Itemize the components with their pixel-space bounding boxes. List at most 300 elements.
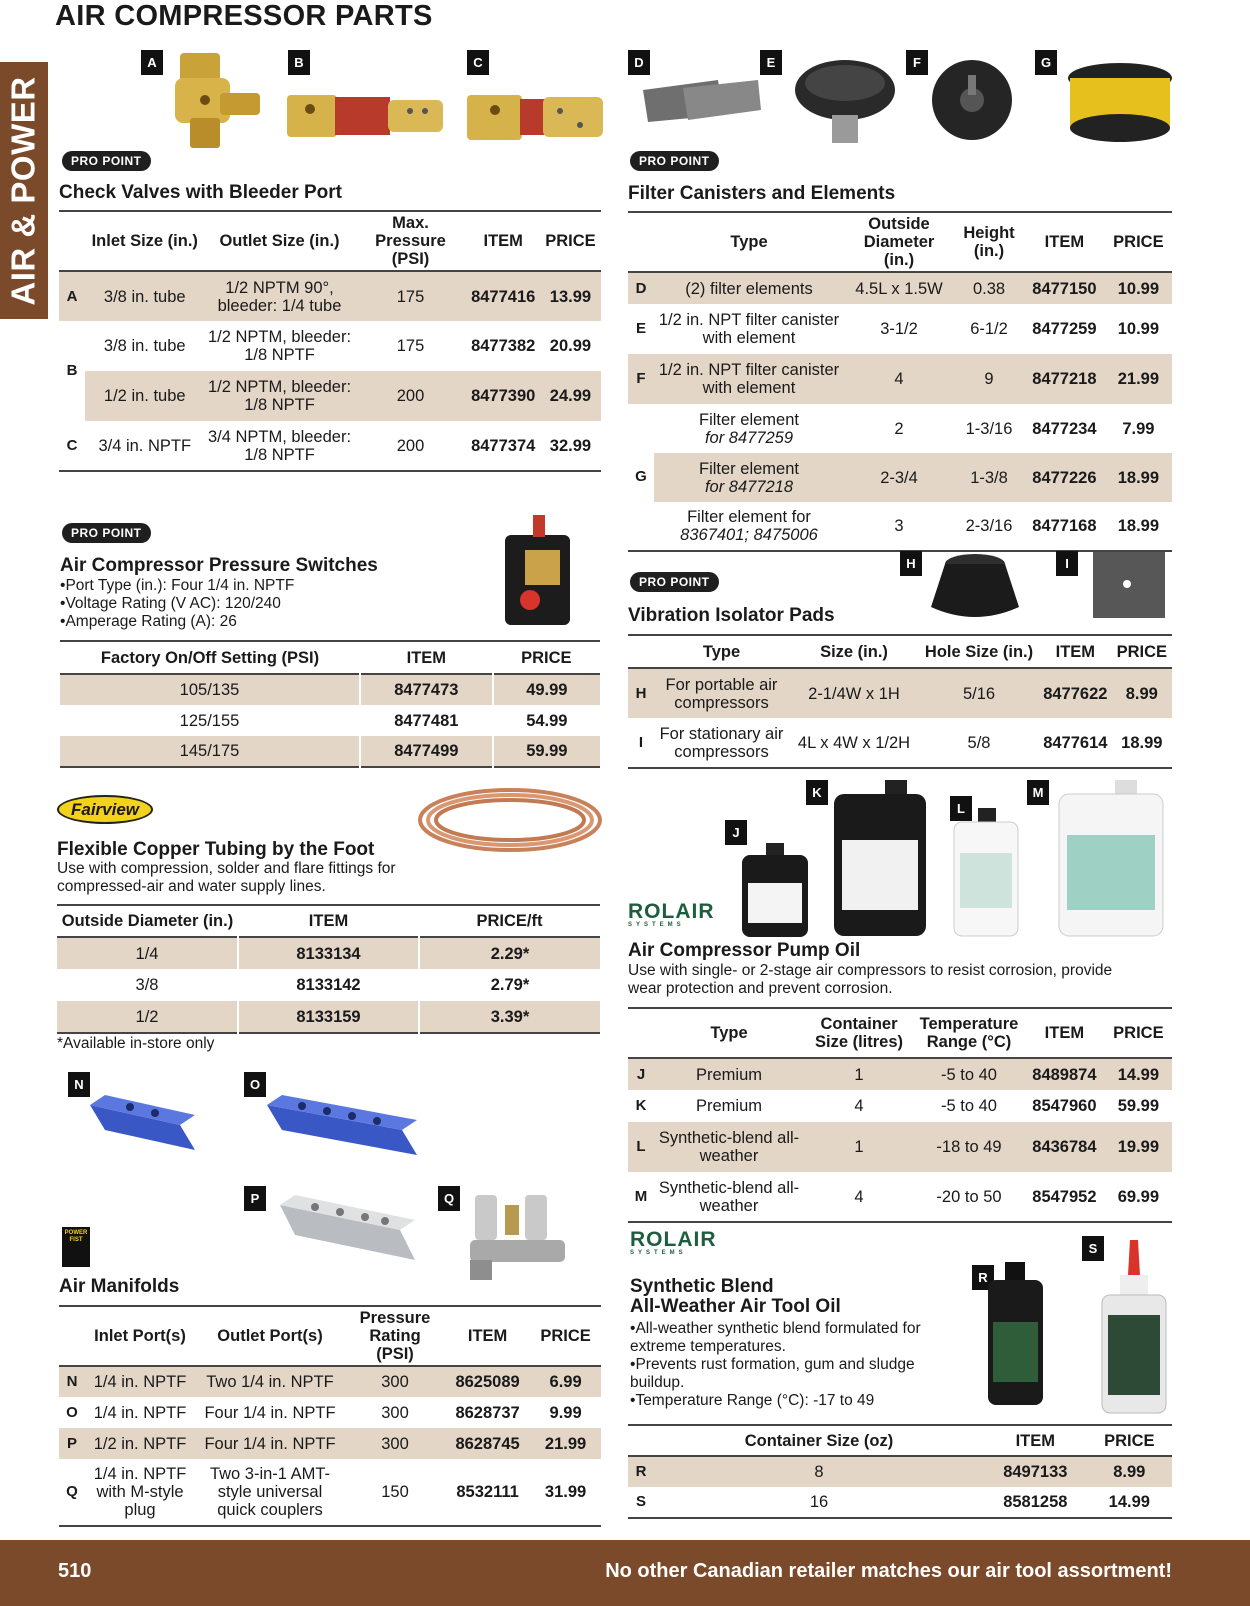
price: 18.99 [1121, 733, 1163, 752]
item-number: 8477259 [1032, 320, 1097, 338]
table-header: Factory On/Off Setting (PSI) [100, 648, 320, 667]
table-row [628, 668, 1172, 718]
cell: -5 to 40 [941, 1097, 997, 1115]
price: 2.29* [419, 937, 600, 969]
item-number: 8477168 [1032, 517, 1097, 535]
table-row [59, 421, 601, 471]
isolator-pad-h-image [928, 552, 1023, 622]
page-footer [0, 1540, 1250, 1606]
cell: 6-1/2 [970, 320, 1008, 338]
fairview-logo [57, 800, 153, 820]
filter-type-ref: for 8477259 [704, 428, 794, 447]
row-letter: N [59, 1366, 85, 1397]
cell: 3/8 in. tube [103, 337, 186, 355]
table-header [628, 212, 654, 272]
cell: 3 [894, 517, 904, 535]
copper-table [57, 904, 600, 1034]
cell: 0.38 [954, 272, 1024, 304]
cell: 1 [804, 1122, 914, 1172]
page-title: AIR COMPRESSOR PARTS [55, 0, 433, 32]
propoint-logo-pads [630, 573, 719, 591]
row-letter: H [628, 668, 654, 718]
photo-badge-n: N [68, 1072, 90, 1097]
table-row [57, 1001, 600, 1033]
cell: (2) filter elements [654, 272, 844, 304]
copper-tubing-image [415, 785, 605, 855]
item-number: 8477481 [360, 705, 493, 736]
filter-canister-f-image [930, 55, 1015, 150]
price: 14.99 [1105, 1058, 1172, 1090]
photo-badge-f: F [906, 50, 928, 75]
item-number: 8477499 [360, 736, 493, 767]
row-letter: J [628, 1058, 654, 1090]
table-row [628, 272, 1172, 304]
table-header: PRICE [1116, 642, 1168, 661]
feature-item: •Temperature Range (°C): -17 to 49 [630, 1392, 875, 1409]
isolator-pad-i-image [1093, 552, 1165, 618]
item-number: 8581258 [1003, 1493, 1068, 1511]
item-number: 8628745 [445, 1428, 530, 1459]
pump-oil-j-image [738, 843, 813, 938]
table-header: Temperature Range (°C) [919, 1015, 1019, 1051]
cell: 145/175 [60, 736, 360, 767]
item-number: 8547952 [1032, 1187, 1097, 1206]
tool-oil-title [630, 1277, 841, 1317]
photo-badge-a: A [141, 50, 163, 75]
powerfist-logo: POWER FIST [62, 1227, 90, 1267]
cell: 2 [894, 419, 904, 438]
row-letter: D [628, 272, 654, 304]
cell: 200 [396, 436, 425, 455]
table-row [59, 1459, 601, 1526]
price: 49.99 [493, 674, 600, 705]
photo-badge-r: R [972, 1265, 994, 1290]
item-number: 8489874 [1024, 1058, 1105, 1090]
propoint-logo-checkvalves [62, 152, 151, 170]
price: 69.99 [1117, 1187, 1160, 1206]
cell: 4 [844, 354, 954, 404]
spec-item: •Port Type (in.): Four 1/4 in. NPTF [60, 577, 295, 594]
tool-oil-table [628, 1424, 1172, 1519]
check-valve-c-image [465, 85, 605, 150]
row-letter: O [66, 1403, 78, 1421]
price: 54.99 [493, 705, 600, 736]
item-number: 8477374 [471, 436, 536, 455]
filter-type-ref: 8367401; 8475006 [680, 526, 818, 544]
table-row [57, 937, 600, 969]
photo-badge-p: P [244, 1186, 266, 1211]
table-header: PRICE [545, 232, 596, 250]
cell: Four 1/4 in. NPTF [195, 1428, 345, 1459]
table-row [628, 1172, 1172, 1222]
row-letter: F [628, 354, 654, 404]
cell: 4L x 4W x 1/2H [797, 733, 911, 752]
table-header [628, 635, 654, 668]
manifold-p-image [275, 1190, 420, 1270]
price: 7.99 [1122, 419, 1155, 438]
item-number: 8628737 [455, 1403, 520, 1422]
table-row [628, 718, 1172, 768]
photo-badge-s: S [1082, 1236, 1104, 1261]
cell: Premium [654, 1058, 804, 1090]
item-number: 8625089 [445, 1366, 530, 1397]
photo-badge-b: B [288, 50, 310, 75]
table-row [59, 321, 601, 371]
tool-oil-r-image [983, 1262, 1048, 1407]
item-number: 8477416 [467, 271, 540, 321]
footer-tagline: No other Canadian retailer matches our air tool assortment! [605, 1560, 1172, 1582]
pressure-switch-image [495, 515, 580, 630]
tool-oil-features [630, 1320, 960, 1410]
table-header: Type [702, 642, 741, 661]
cell: 150 [381, 1483, 409, 1501]
rolair-logo-tooloil: ROLAIR SYSTEMS [630, 1228, 717, 1256]
row-letter: B [59, 321, 85, 421]
cell: 1/4 [57, 937, 238, 969]
photo-badge-l: L [950, 796, 972, 821]
pressure-switches-table [60, 640, 600, 768]
table-header: Hole Size (in.) [924, 642, 1034, 661]
photo-badge-k: K [806, 780, 828, 805]
isolator-pads-table [628, 634, 1172, 769]
filters-table [628, 211, 1172, 552]
photo-badge-e: E [760, 50, 782, 75]
price: 9.99 [549, 1403, 582, 1422]
table-row [59, 1366, 601, 1397]
row-letter: Q [66, 1483, 78, 1500]
item-number: 8532111 [456, 1483, 519, 1501]
table-row [59, 271, 601, 321]
cell: 300 [345, 1428, 445, 1459]
item-number: 8436784 [1024, 1122, 1105, 1172]
photo-badge-o: O [244, 1072, 266, 1097]
propoint-logo-switches [62, 524, 151, 542]
tool-oil-title-line2: All-Weather Air Tool Oil [630, 1296, 841, 1317]
table-row [60, 674, 600, 705]
cell: -18 to 49 [914, 1122, 1024, 1172]
item-number: 8477226 [1024, 453, 1105, 502]
table-header: Outside Diameter (in.) [61, 912, 234, 930]
tool-oil-title-line1: Synthetic Blend [630, 1276, 774, 1297]
table-header: PRICE [540, 1327, 591, 1345]
cell: 5/16 [919, 668, 1039, 718]
cell: 125/155 [179, 711, 240, 730]
item-number: 8477622 [1039, 668, 1112, 718]
item-number: 8133134 [238, 937, 419, 969]
table-row [628, 1090, 1172, 1122]
table-row [59, 1397, 601, 1428]
cell [654, 404, 844, 453]
table-row [59, 371, 601, 421]
table-row [628, 404, 1172, 453]
cell: 4.5L x 1.5W [844, 272, 954, 304]
tool-oil-s-image [1098, 1240, 1170, 1415]
photo-badge-j: J [725, 820, 747, 845]
cell: 1/4 in. NPTF [85, 1366, 195, 1397]
price: 8.99 [1112, 668, 1172, 718]
cell: 300 [345, 1366, 445, 1397]
cell: 1/4 in. NPTF [93, 1403, 187, 1422]
table-header: PRICE [521, 648, 572, 667]
table-header: Outlet Port(s) [217, 1327, 323, 1345]
table-header: PRICE [1104, 1431, 1155, 1450]
table-header: Type [710, 1024, 748, 1042]
cell: Four 1/4 in. NPTF [204, 1403, 336, 1422]
cell: 175 [396, 337, 425, 355]
pump-oil-title: Air Compressor Pump Oil [628, 940, 861, 961]
propoint-label: PRO POINT [630, 151, 719, 171]
table-header: PRICE [1113, 233, 1164, 251]
price: 18.99 [1117, 517, 1160, 535]
row-letter: P [59, 1428, 85, 1459]
filter-type: Filter element for [687, 508, 811, 526]
price: 32.99 [549, 436, 592, 455]
cell: 300 [381, 1403, 409, 1422]
photo-badge-d: D [628, 50, 650, 75]
table-header: ITEM [1055, 642, 1096, 661]
isolator-pads-title: Vibration Isolator Pads [628, 605, 835, 626]
photo-badge-c: C [467, 50, 489, 75]
table-header: Inlet Size (in.) [91, 232, 198, 250]
cell: Premium [695, 1097, 762, 1115]
table-header: Outlet Size (in.) [219, 232, 340, 250]
table-header [59, 1306, 85, 1366]
cell: For portable air compressors [654, 668, 789, 718]
price: 21.99 [1105, 354, 1172, 404]
fairview-label: Fairview [57, 795, 153, 824]
manifold-o-image [262, 1090, 422, 1165]
price: 24.99 [540, 371, 601, 421]
table-row [628, 1058, 1172, 1090]
table-header: ITEM [308, 912, 349, 930]
feature-item: •All-weather synthetic blend formulated for extreme temperatures. [630, 1320, 921, 1355]
photo-badge-q: Q [438, 1186, 460, 1211]
cell: 1 [804, 1058, 914, 1090]
item-number: 8497133 [984, 1456, 1087, 1487]
price: 59.99 [493, 736, 600, 767]
cell: 4 [854, 1097, 864, 1115]
table-header: Size (in.) [820, 642, 888, 661]
pump-oil-m-image [1055, 780, 1167, 938]
table-header: ITEM [1015, 1431, 1056, 1450]
table-header [628, 1008, 654, 1058]
table-header [59, 211, 85, 271]
table-header: ITEM [467, 1327, 508, 1345]
cell: 200 [355, 371, 467, 421]
rolair-logo-pump: ROLAIR SYSTEMS [628, 900, 715, 928]
item-number: 8477473 [360, 674, 493, 705]
copper-desc: Use with compression, solder and flare fittings for compressed-air and water supply lines. [57, 860, 396, 895]
manifolds-table [59, 1305, 601, 1527]
filter-canister-e-image [790, 55, 900, 150]
table-row [628, 1456, 1172, 1487]
price: 59.99 [1117, 1097, 1160, 1115]
cell: 1/2 in. NPT filter canister with element [658, 311, 840, 347]
table-header: Pressure Rating (PSI) [359, 1309, 431, 1363]
price: 3.39* [419, 1001, 600, 1033]
cell: Synthetic-blend all-weather [658, 1178, 800, 1215]
price: 2.79* [419, 969, 600, 1001]
table-row [628, 354, 1172, 404]
price: 31.99 [544, 1483, 587, 1501]
check-valve-b-image [285, 85, 445, 145]
item-number: 8133142 [238, 969, 419, 1001]
row-letter: G [628, 404, 654, 551]
table-row [59, 1428, 601, 1459]
spec-item: •Voltage Rating (V AC): 120/240 [60, 595, 281, 612]
table-row [60, 705, 600, 736]
cell: 1/2 NPTM, bleeder: 1/8 NPTF [205, 371, 355, 421]
propoint-label: PRO POINT [62, 151, 151, 171]
filter-pads-d-image [643, 80, 763, 125]
cell: 2-3/4 [844, 453, 954, 502]
feature-item: •Prevents rust formation, gum and sludge buildup. [630, 1356, 915, 1391]
cell: 1-3/16 [965, 419, 1013, 438]
cell: 1/2 in. tube [85, 371, 205, 421]
table-header: ITEM [1044, 1024, 1085, 1042]
row-letter: S [635, 1493, 646, 1510]
item-number: 8477382 [471, 337, 536, 355]
price: 10.99 [1117, 320, 1160, 338]
cell: Synthetic-blend all-weather [654, 1122, 804, 1172]
propoint-logo-filters [630, 152, 719, 170]
cell: 3/8 in. tube [85, 271, 205, 321]
row-letter: R [628, 1456, 654, 1487]
price: 6.99 [530, 1366, 601, 1397]
cell [654, 502, 844, 551]
pressure-switches-specs [60, 577, 294, 631]
price: 10.99 [1105, 272, 1172, 304]
photo-badge-h: H [900, 551, 922, 576]
table-header: ITEM [483, 232, 523, 250]
check-valves-title: Check Valves with Bleeder Port [59, 182, 343, 203]
row-letter: A [59, 271, 85, 321]
copper-note: *Available in-store only [57, 1035, 215, 1052]
row-letter: M [634, 1187, 648, 1205]
cell: 1/2 in. NPTF [85, 1428, 195, 1459]
pump-oil-table [628, 1007, 1172, 1223]
item-number: 8477390 [467, 371, 540, 421]
pump-oil-l-image [950, 808, 1022, 938]
table-row [628, 502, 1172, 551]
cell: -20 to 50 [936, 1187, 1002, 1206]
filter-type-ref: for 8477218 [704, 477, 794, 496]
row-letter: E [635, 320, 646, 337]
row-letter: I [638, 733, 644, 751]
check-valves-table [59, 210, 601, 472]
manifold-q-image [465, 1185, 575, 1285]
manifold-n-image [85, 1090, 205, 1160]
item-number: 8477150 [1024, 272, 1105, 304]
cell: 3-1/2 [880, 320, 918, 338]
table-header: Max. Pressure (PSI) [375, 214, 446, 268]
item-number: 8477234 [1032, 419, 1097, 438]
cell: 3/4 in. NPTF [98, 436, 192, 455]
price: 8.99 [1087, 1456, 1172, 1487]
item-number: 8547960 [1032, 1097, 1097, 1115]
item-number: 8133159 [238, 1001, 419, 1033]
table-row [628, 453, 1172, 502]
cell: Two 1/4 in. NPTF [195, 1366, 345, 1397]
cell: -5 to 40 [914, 1058, 1024, 1090]
side-tab-label: AIR & POWER [5, 75, 43, 306]
table-row [57, 969, 600, 1001]
cell: 16 [809, 1493, 829, 1511]
cell: 3/8 [135, 976, 159, 994]
propoint-label: PRO POINT [630, 572, 719, 592]
table-header: PRICE/ft [476, 912, 543, 930]
propoint-label: PRO POINT [62, 523, 151, 543]
cell: 4 [854, 1187, 864, 1206]
price: 19.99 [1105, 1122, 1172, 1172]
cell: 2-3/16 [965, 517, 1013, 535]
manifolds-title: Air Manifolds [59, 1276, 180, 1297]
check-valve-a-image [160, 48, 265, 153]
photo-badge-g: G [1035, 50, 1057, 75]
filter-type: Filter element [699, 459, 799, 478]
cell: For stationary air compressors [659, 724, 784, 761]
cell: 1/2 NPTM, bleeder: 1/8 NPTF [207, 328, 352, 364]
table-header: Height (in.) [963, 224, 1015, 260]
cell: 175 [355, 271, 467, 321]
table-header: Inlet Port(s) [94, 1327, 186, 1345]
item-number: 8477614 [1043, 733, 1108, 752]
cell: 3/4 NPTM, bleeder: 1/8 NPTF [207, 427, 352, 464]
price: 13.99 [540, 271, 601, 321]
table-header: Type [730, 233, 768, 251]
photo-badge-m: M [1027, 780, 1049, 805]
table-header: PRICE [1113, 1024, 1164, 1042]
table-row [628, 1122, 1172, 1172]
cell [654, 453, 844, 502]
price: 18.99 [1105, 453, 1172, 502]
cell: 2-1/4W x 1H [789, 668, 919, 718]
cell: 8 [654, 1456, 984, 1487]
pump-oil-desc: Use with single- or 2-stage air compressors to resist corrosion, provide wear protection and prevent corrosion. [628, 962, 1113, 997]
page-number: 510 [58, 1560, 92, 1582]
price: 21.99 [530, 1428, 601, 1459]
row-letter: L [628, 1122, 654, 1172]
table-row [60, 736, 600, 767]
row-letter: C [66, 436, 78, 454]
table-header: Outside Diameter (in.) [863, 215, 935, 269]
table-header: Container Size (oz) [744, 1431, 894, 1450]
cell: 1/2 [57, 1001, 238, 1033]
cell: 1-3/8 [954, 453, 1024, 502]
cell: 1/2 in. NPT filter canister with element [654, 354, 844, 404]
spec-item: •Amperage Rating (A): 26 [60, 613, 237, 630]
row-letter: K [635, 1097, 647, 1114]
pump-oil-k-image [830, 780, 930, 938]
side-tab [0, 62, 48, 319]
table-header: ITEM [1044, 233, 1085, 251]
table-row [628, 304, 1172, 354]
table-row [628, 1487, 1172, 1518]
cell: 5/8 [967, 733, 991, 752]
table-header: ITEM [406, 648, 447, 667]
cell: 105/135 [60, 674, 360, 705]
copper-title: Flexible Copper Tubing by the Foot [57, 839, 375, 860]
filter-element-g-image [1065, 60, 1175, 145]
item-number: 8477218 [1024, 354, 1105, 404]
table-header: Container Size (litres) [814, 1015, 904, 1051]
filter-type: Filter element [699, 410, 799, 429]
price: 20.99 [549, 337, 592, 355]
cell: 9 [954, 354, 1024, 404]
cell: Two 3-in-1 AMT-style universal quick couplers [209, 1465, 331, 1519]
filters-title: Filter Canisters and Elements [628, 183, 896, 204]
pressure-switches-title: Air Compressor Pressure Switches [60, 555, 378, 576]
